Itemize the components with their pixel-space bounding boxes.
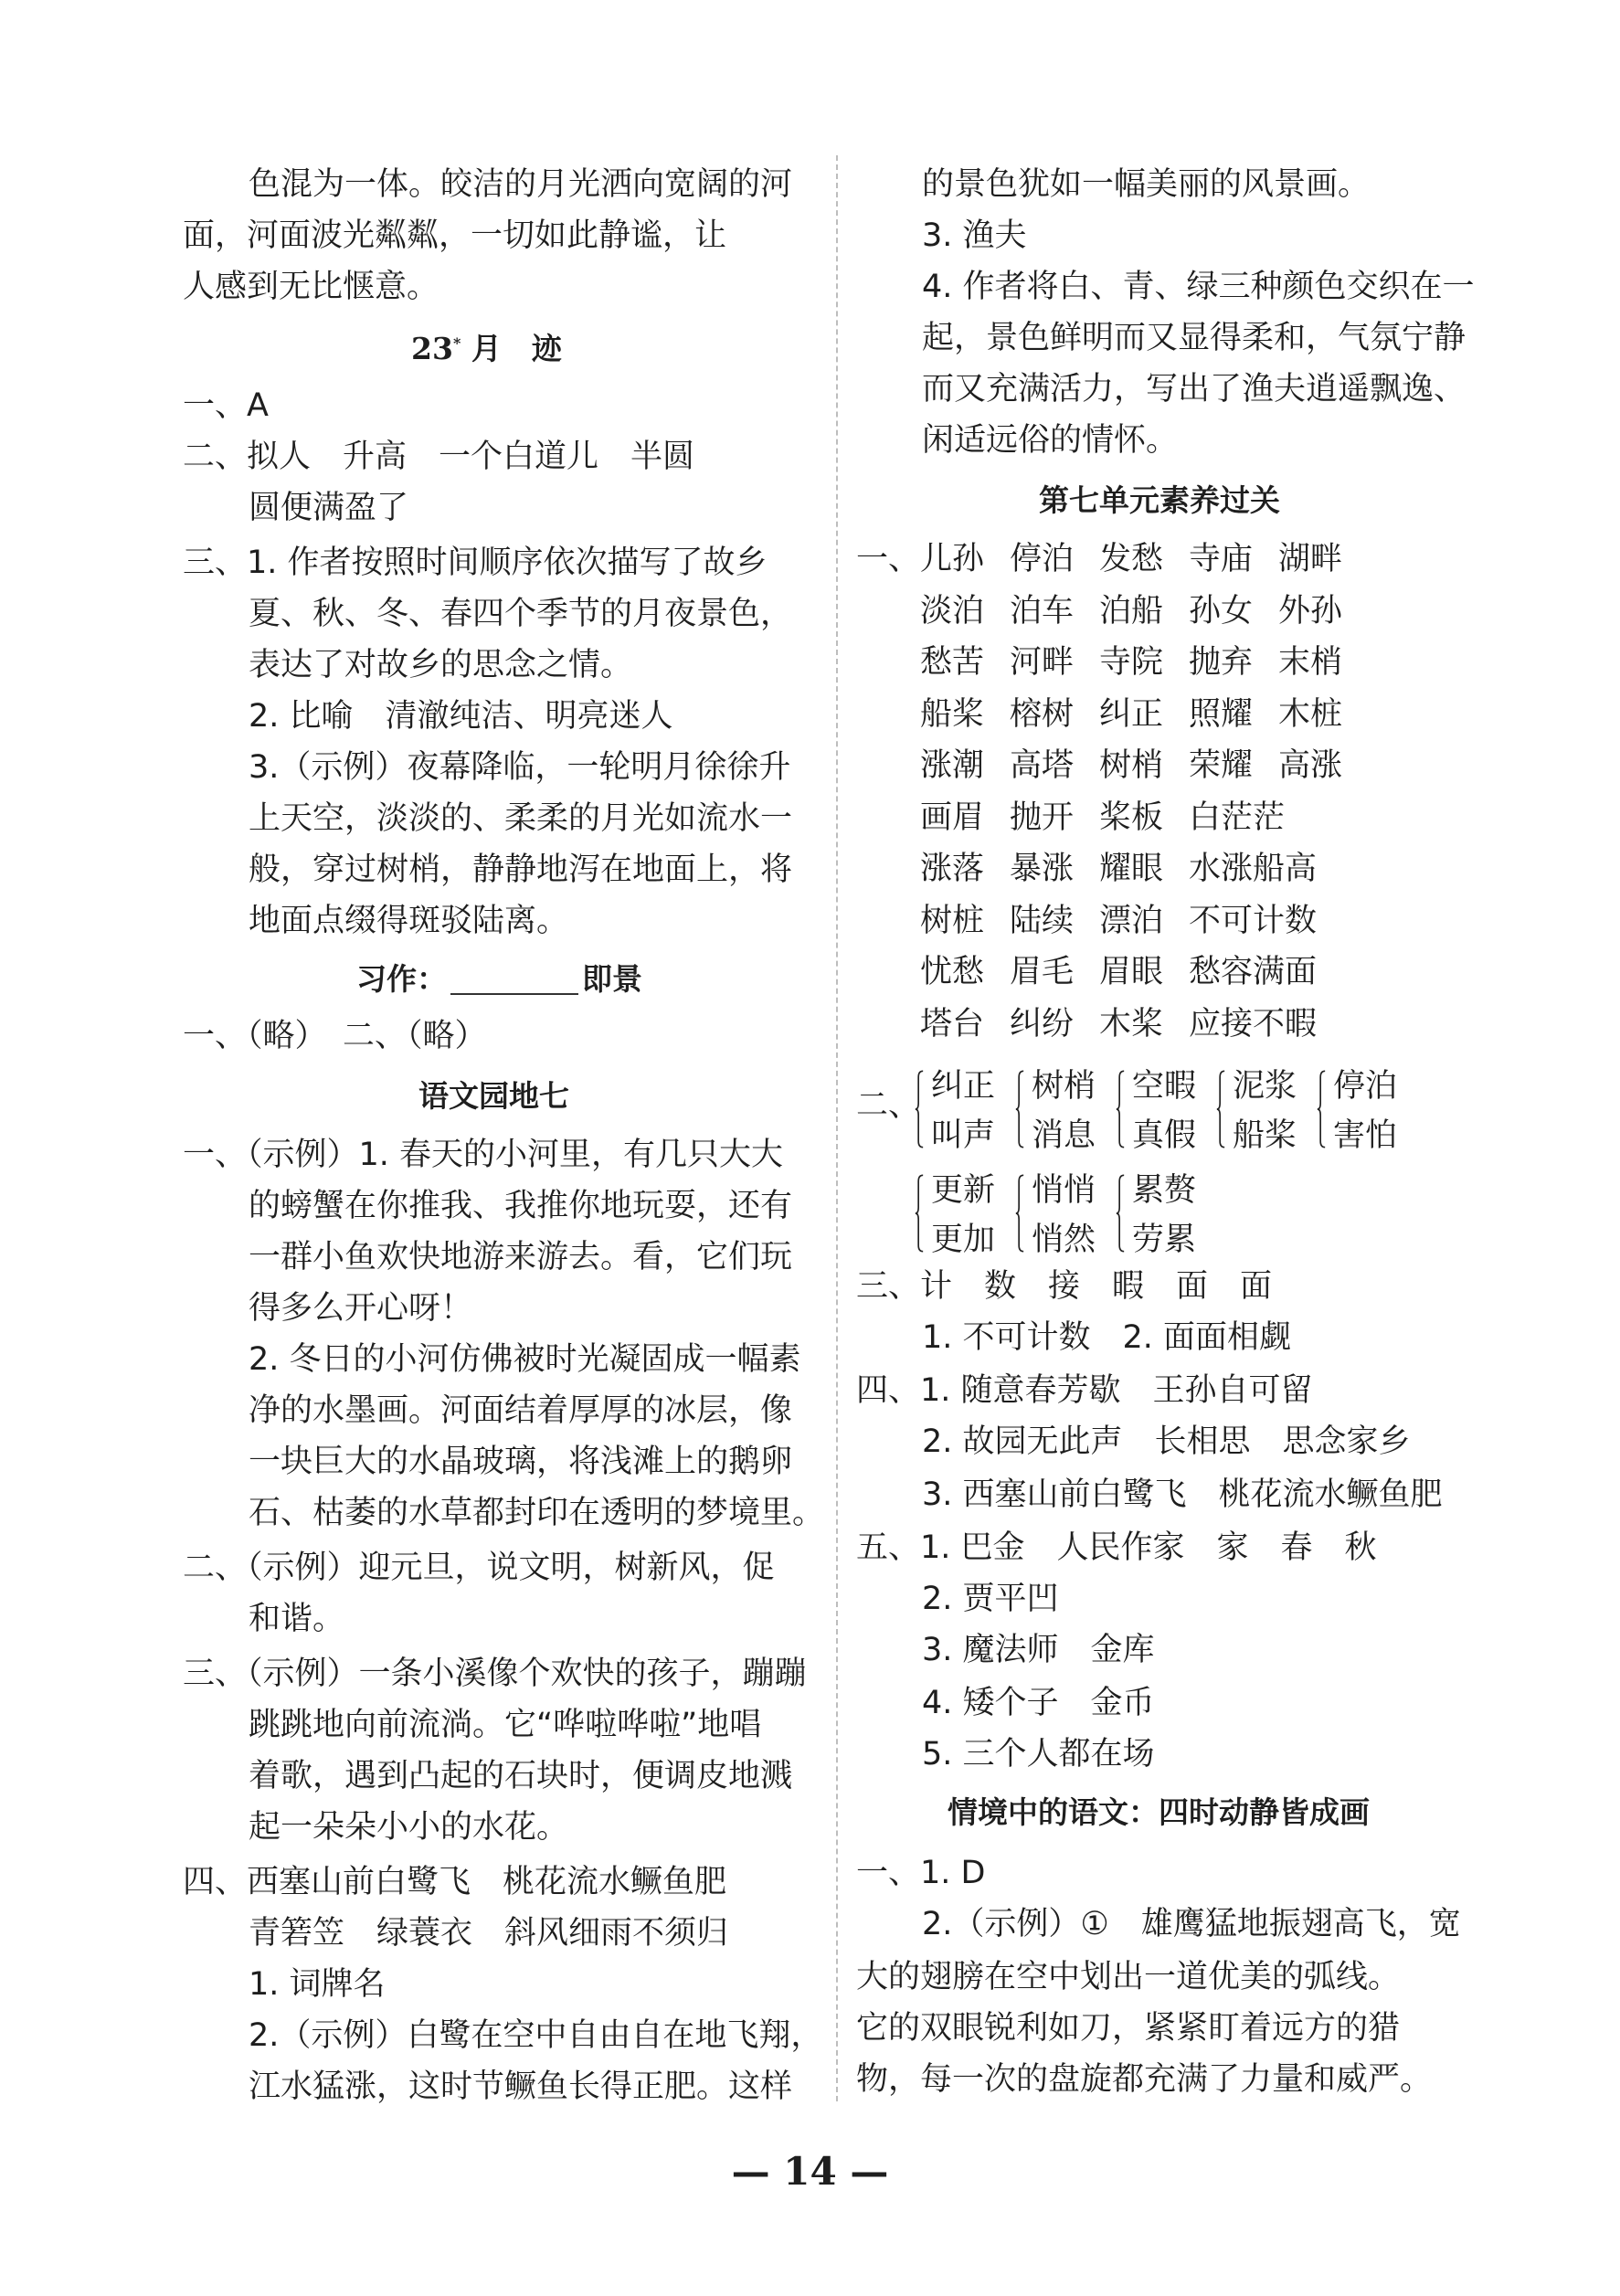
word-item: 纠正 xyxy=(1099,695,1164,733)
answer-line: 而又充满活力，写出了渔夫逍遥飘逸、 xyxy=(922,371,1466,407)
word-item: 不可计数 xyxy=(1189,902,1318,939)
answer-line: 起，景色鲜明而又显得柔和，气氛宁静 xyxy=(922,320,1466,356)
answer-line: 跳跳地向前流淌。它“哗啦哗啦”地唱 xyxy=(249,1707,762,1743)
answer-line: 二、（示例）迎元旦，说文明，树新风，促 xyxy=(183,1550,775,1586)
q1-prefix: 一、 xyxy=(856,541,921,577)
answer-line: 2. 故园无此声 长相思 思念家乡 xyxy=(922,1423,1411,1460)
q2-prefix: 二、 xyxy=(856,1087,921,1124)
word-item: 泊船 xyxy=(1099,592,1164,630)
answer-line: 一块巨大的水晶玻璃，将浅滩上的鹅卵 xyxy=(249,1444,793,1480)
word-item: 榕树 xyxy=(1010,695,1075,733)
answer-line: 起一朵朵小小的水花。 xyxy=(249,1809,569,1846)
answer-line: 着歌，遇到凸起的石块时，便调皮地溅 xyxy=(249,1758,793,1794)
answer-line: 5. 三个人都在场 xyxy=(922,1736,1155,1772)
word-item: 白茫茫 xyxy=(1189,799,1286,836)
answer-line: 物，每一次的盘旋都充满了力量和威严。 xyxy=(856,2061,1433,2098)
answer-line: 3. 西塞山前白鹭飞 桃花流水鳜鱼肥 xyxy=(922,1476,1443,1513)
brace-word: 树梢 xyxy=(1032,1068,1096,1105)
brace-word: 更加 xyxy=(931,1222,996,1258)
word-item: 愁容满面 xyxy=(1189,954,1318,990)
word-item: 木桨 xyxy=(1099,1005,1164,1042)
word-item: 船桨 xyxy=(920,695,985,733)
blank-underline xyxy=(450,962,578,995)
word-item: 寺庙 xyxy=(1189,541,1254,577)
brace-icon xyxy=(915,1168,924,1259)
word-item: 暴涨 xyxy=(1010,851,1075,887)
word-item: 孙女 xyxy=(1189,592,1254,630)
word-item: 木桩 xyxy=(1278,695,1343,733)
word-item: 涨潮 xyxy=(920,747,985,784)
answer-line: 一群小鱼欢快地游来游去。看，它们玩 xyxy=(249,1239,793,1275)
answer-line: 它的双眼锐利如刀，紧紧盯着远方的猎 xyxy=(856,2010,1401,2047)
word-item: 泊车 xyxy=(1010,592,1075,630)
brace-word: 空暇 xyxy=(1132,1068,1197,1105)
brace-icon xyxy=(1116,1168,1125,1259)
answer-line: 3.（示例）夜幕降临，一轮明月徐徐升 xyxy=(249,749,791,786)
word-item: 停泊 xyxy=(1010,541,1075,577)
brace-word: 泥浆 xyxy=(1233,1068,1297,1105)
brace-word: 船桨 xyxy=(1233,1117,1297,1154)
brace-word: 真假 xyxy=(1132,1117,1197,1154)
section-title-qjyw: 情境中的语文：四时动静皆成画 xyxy=(948,1794,1370,1830)
word-item: 纠纷 xyxy=(1010,1005,1075,1042)
brace-icon xyxy=(1015,1063,1024,1155)
answer-line: 四、西塞山前白鹭飞 桃花流水鳜鱼肥 xyxy=(183,1864,727,1900)
brace-word: 害怕 xyxy=(1333,1117,1398,1154)
answer-line: 一、1. D xyxy=(856,1855,986,1891)
brace-icon xyxy=(1317,1063,1326,1155)
answer-line: 表达了对故乡的思念之情。 xyxy=(249,647,633,683)
answer-line: 大的翅膀在空中划出一道优美的弧线。 xyxy=(856,1959,1401,1995)
answer-line: 2. 冬日的小河仿佛被时光凝固成一幅素 xyxy=(249,1341,801,1378)
word-item: 漂泊 xyxy=(1099,902,1164,939)
answer-line: 三、计 数 接 暇 面 面 xyxy=(856,1268,1273,1305)
answer-line: 地面点缀得斑驳陆离。 xyxy=(249,903,569,939)
word-item: 末梢 xyxy=(1278,644,1343,681)
word-item: 发愁 xyxy=(1099,541,1164,577)
word-item: 河畔 xyxy=(1010,644,1075,681)
answer-line: 2.（示例）① 雄鹰猛地振翅高飞，宽 xyxy=(922,1906,1461,1942)
brace-word: 更新 xyxy=(931,1172,996,1209)
answer-line: 1. 词牌名 xyxy=(249,1966,386,2003)
brace-icon xyxy=(1116,1063,1125,1155)
answer-line: 上天空，淡淡的、柔柔的月光如流水一 xyxy=(249,800,793,837)
word-item: 耀眼 xyxy=(1099,851,1164,887)
answer-line: 三、1. 作者按照时间顺序依次描写了故乡 xyxy=(183,545,768,581)
word-item: 湖畔 xyxy=(1278,541,1343,577)
column-divider xyxy=(836,155,838,2101)
brace-icon xyxy=(1015,1168,1024,1259)
word-item: 树梢 xyxy=(1099,747,1164,784)
answer-line: 的螃蟹在你推我、我推你地玩耍，还有 xyxy=(249,1188,793,1224)
word-item: 树桩 xyxy=(920,902,985,939)
brace-word: 叫声 xyxy=(931,1117,996,1154)
text-line: 的景色犹如一幅美丽的风景画。 xyxy=(922,166,1371,203)
word-item: 眉眼 xyxy=(1099,954,1164,990)
word-item: 眉毛 xyxy=(1010,954,1075,990)
word-item: 桨板 xyxy=(1099,799,1164,836)
answer-line: 夏、秋、冬、春四个季节的月夜景色， xyxy=(249,596,793,632)
answer-line: 3. 魔法师 金库 xyxy=(922,1632,1155,1668)
text-line: 人感到无比惬意。 xyxy=(183,269,439,305)
word-item: 淡泊 xyxy=(920,592,985,630)
answer-line: 一、（略） 二、（略） xyxy=(183,1018,487,1054)
brace-word: 悄悄 xyxy=(1032,1172,1096,1209)
answer-line: 4. 矮个子 金币 xyxy=(922,1685,1155,1721)
word-item: 塔台 xyxy=(920,1005,985,1042)
answer-line: 闲适远俗的情怀。 xyxy=(922,422,1179,459)
word-item: 高涨 xyxy=(1278,747,1343,784)
section-title-xizuo: 习作： 即景 xyxy=(356,961,642,997)
answer-line: 2.（示例）白鹭在空中自由自在地飞翔， xyxy=(249,2017,823,2054)
word-item: 愁苦 xyxy=(920,644,985,681)
brace-word: 停泊 xyxy=(1333,1068,1398,1105)
word-item: 荣耀 xyxy=(1189,747,1254,784)
brace-word: 累赘 xyxy=(1132,1172,1197,1209)
section-title-unit7: 第七单元素养过关 xyxy=(1039,482,1280,518)
answer-line: 二、拟人 升高 一个白道儿 半圆 xyxy=(183,439,695,475)
brace-word: 悄然 xyxy=(1032,1222,1096,1258)
answer-line: 和谐。 xyxy=(249,1601,345,1637)
word-item: 高塔 xyxy=(1010,747,1075,784)
word-item: 涨落 xyxy=(920,851,985,887)
answer-line: 石、枯萎的水草都封印在透明的梦境里。 xyxy=(249,1495,825,1531)
answer-line: 般，穿过树梢，静静地泻在地面上，将 xyxy=(249,852,793,888)
word-item: 外孙 xyxy=(1278,592,1343,630)
brace-icon xyxy=(1216,1063,1225,1155)
answer-line: 五、1. 巴金 人民作家 家 春 秋 xyxy=(856,1529,1377,1566)
answer-line: 圆便满盈了 xyxy=(249,490,409,526)
text-line: 色混为一体。皎洁的月光洒向宽阔的河 xyxy=(249,166,793,203)
section-title-ywyd: 语文园地七 xyxy=(418,1078,569,1114)
brace-icon xyxy=(915,1063,924,1155)
text-line: 面，河面波光粼粼，一切如此静谧，让 xyxy=(183,217,727,254)
word-item: 寺院 xyxy=(1099,644,1164,681)
word-item: 儿孙 xyxy=(920,541,985,577)
answer-line: 得多么开心呀！ xyxy=(249,1290,473,1327)
word-item: 忧愁 xyxy=(920,954,985,990)
word-item: 照耀 xyxy=(1189,695,1254,733)
answer-line: 一、（示例）1. 春天的小河里，有几只大大 xyxy=(183,1137,784,1173)
answer-line: 净的水墨画。河面结着厚厚的冰层，像 xyxy=(249,1392,793,1429)
word-item: 抛开 xyxy=(1010,799,1075,836)
answer-line: 2. 贾平凹 xyxy=(922,1581,1059,1617)
page-number: — 14 — xyxy=(731,2149,889,2194)
brace-word: 纠正 xyxy=(931,1068,996,1105)
section-title-23: 23* 月 迹 xyxy=(411,331,562,366)
word-item: 应接不暇 xyxy=(1189,1005,1318,1042)
answer-line: 一、A xyxy=(183,387,269,424)
answer-line: 2. 比喻 清澈纯洁、明亮迷人 xyxy=(249,698,673,735)
brace-word: 消息 xyxy=(1032,1117,1096,1154)
brace-word: 劳累 xyxy=(1132,1222,1197,1258)
word-item: 画眉 xyxy=(920,799,985,836)
answer-line: 4. 作者将白、青、绿三种颜色交织在一 xyxy=(922,269,1475,305)
answer-line: 江水猛涨，这时节鳜鱼长得正肥。这样 xyxy=(249,2069,793,2105)
answer-line: 青箬笠 绿蓑衣 斜风细雨不须归 xyxy=(249,1915,729,1952)
word-item: 抛弃 xyxy=(1189,644,1254,681)
answer-line: 三、（示例）一条小溪像个欢快的孩子，蹦蹦 xyxy=(183,1656,807,1692)
answer-line: 1. 不可计数 2. 面面相觑 xyxy=(922,1319,1292,1356)
word-item: 水涨船高 xyxy=(1189,851,1318,887)
word-item: 陆续 xyxy=(1010,902,1075,939)
answer-line: 四、1. 随意春芳歇 王孙自可留 xyxy=(856,1372,1313,1409)
answer-line: 3. 渔夫 xyxy=(922,217,1027,254)
